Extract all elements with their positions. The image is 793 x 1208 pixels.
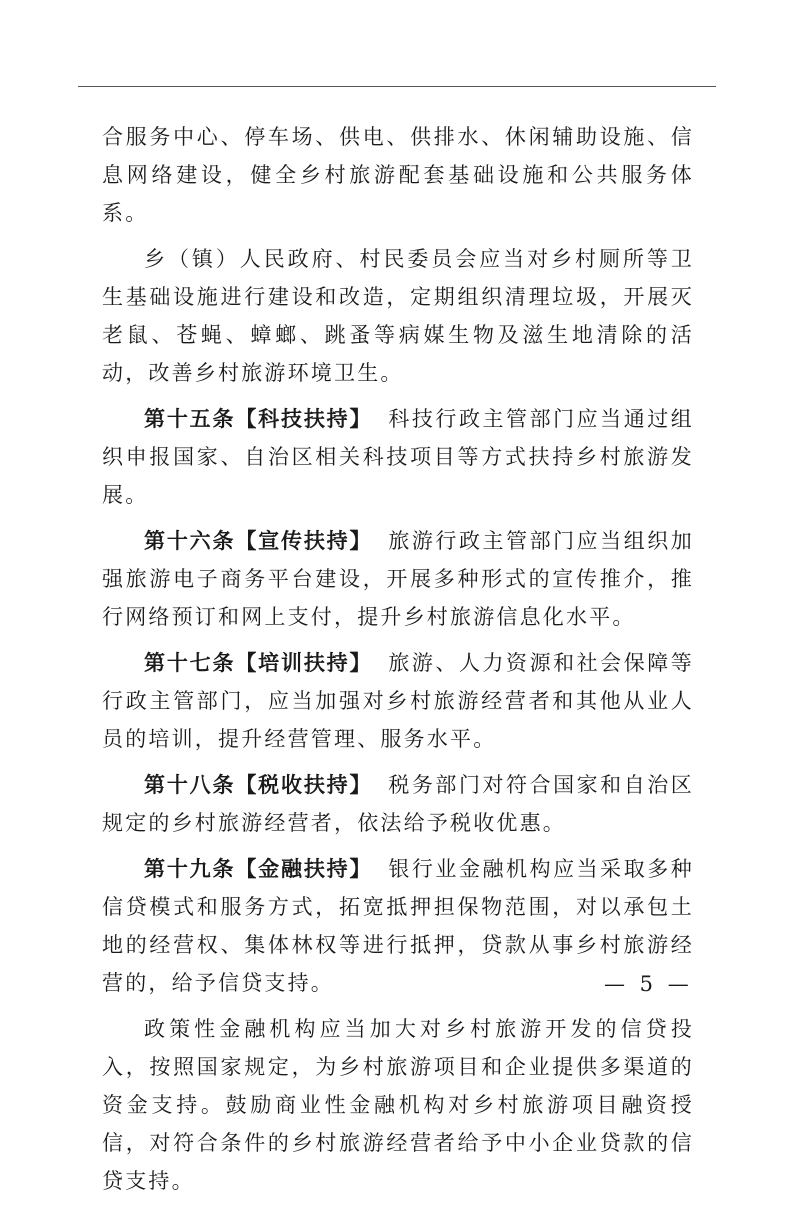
paragraph-text: 合服务中心、停车场、供电、供排水、休闲辅助设施、信息网络建设，健全乡村旅游配套基础设施和公共服务体系。 [102,125,694,225]
paragraph-text: 政策性金融机构应当加大对乡村旅游开发的信贷投入，按照国家规定，为乡村旅游项目和企业提供多渠道的资金支持。鼓励商业性金融机构对乡村旅游项目融资授信，对符合条件的乡村旅游经营者给予中小企业贷款的信贷支持。 [102,1017,694,1193]
article-heading: 第十九条【金融扶持】 [144,857,373,881]
article-heading: 第十六条【宣传扶持】 [144,529,373,553]
article-18 [102,766,694,842]
article-text: 科技行政主管部门应当通过组织申报国家、自治区相关科技项目等方式扶持乡村旅游发展。 [102,407,694,507]
article-text: 旅游、人力资源和社会保障等行政主管部门，应当加强对乡村旅游经营者和其他从业人员的培训，提升经营管理、服务水平。 [102,651,694,751]
paragraph-text: 乡（镇）人民政府、村民委员会应当对乡村厕所等卫生基础设施进行建设和改造，定期组织清理垃圾，开展灭老鼠、苍蝇、蟑螂、跳蚤等病媒生物及滋生地清除的活动，改善乡村旅游环境卫生。 [102,247,694,385]
article-text: 税务部门对符合国家和自治区规定的乡村旅游经营者，依法给予税收优惠。 [102,773,694,835]
article-text: 旅游行政主管部门应当组织加强旅游电子商务平台建设，开展多种形式的宣传推介，推行网络预订和网上支付，提升乡村旅游信息化水平。 [102,529,694,629]
article-16 [102,522,694,636]
header-rule [78,86,716,87]
paragraph-policy-finance [102,1010,694,1200]
article-heading: 第十七条【培训扶持】 [144,651,373,675]
article-17 [102,644,694,758]
article-heading: 第十八条【税收扶持】 [144,773,373,797]
article-heading: 第十五条【科技扶持】 [144,407,373,431]
document-body [102,118,694,1208]
article-15 [102,400,694,514]
article-text: 银行业金融机构应当采取多种信贷模式和服务方式，拓宽抵押担保物范围，对以承包土地的经营权、集体林权等进行抵押，贷款从事乡村旅游经营的，给予信贷支持。 [102,857,694,995]
paragraph-sanitation [102,240,694,392]
page-number: — 5 — [604,972,693,996]
paragraph-continuation [102,118,694,232]
